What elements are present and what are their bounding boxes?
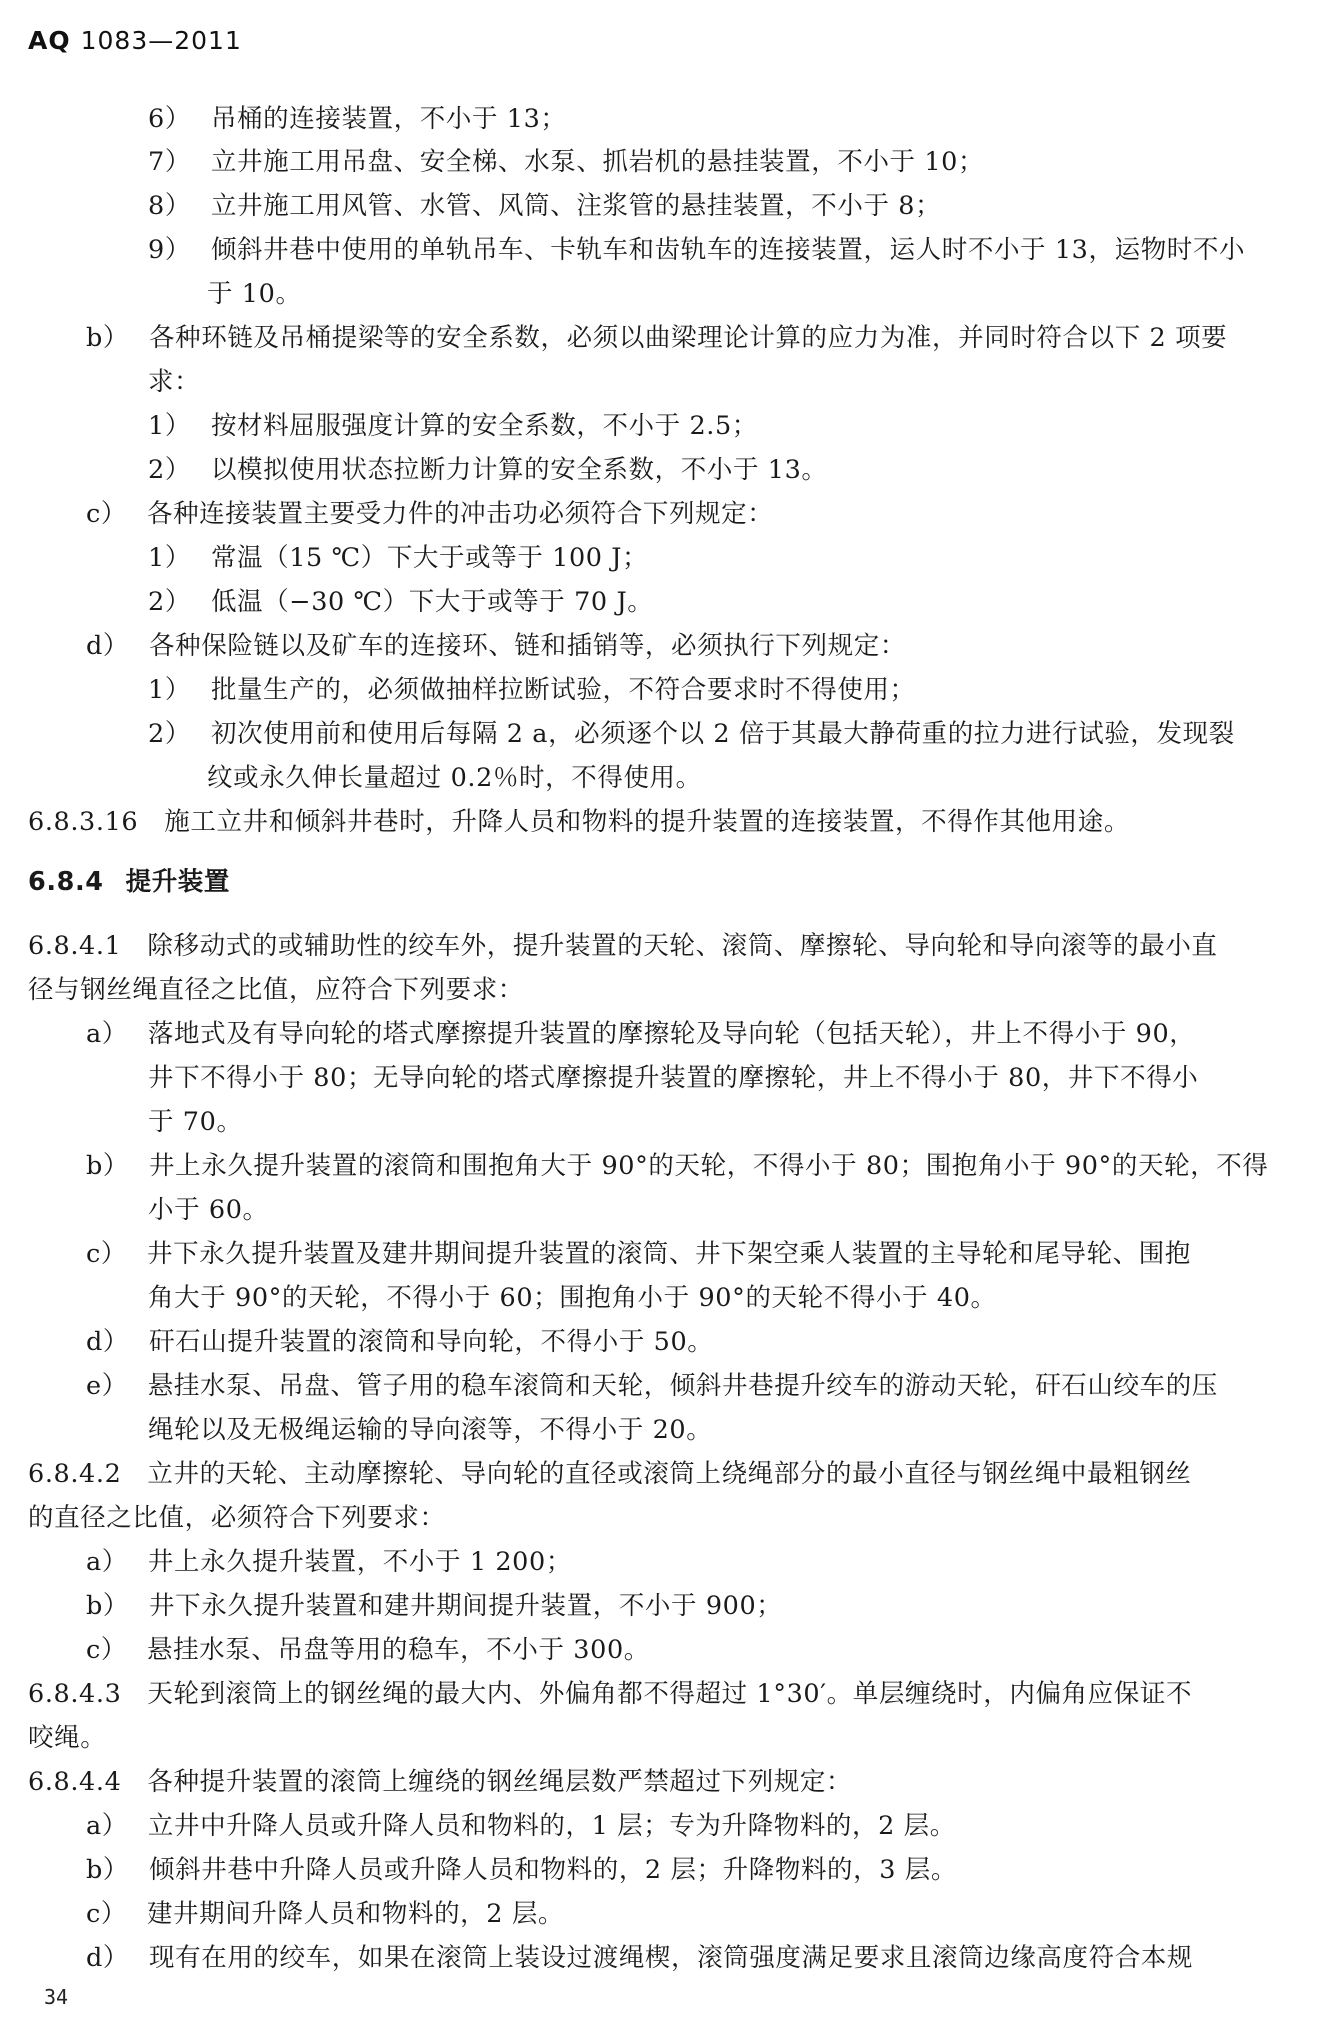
text-line bbox=[86, 1634, 650, 1666]
text-line bbox=[86, 498, 773, 530]
text-line bbox=[28, 974, 524, 1006]
text-line bbox=[148, 454, 828, 486]
text-line bbox=[86, 630, 906, 662]
clause-text: 施工立井和倾斜井巷时，升降人员和物料的提升装置的连接装置，不得作其他用途。 bbox=[164, 807, 1130, 837]
page-number: 34 bbox=[44, 1985, 69, 2009]
text-line bbox=[86, 1018, 1195, 1050]
clause-label: 8） bbox=[148, 191, 191, 221]
clause-text: 倾斜井巷中使用的单轨吊车、卡轨车和齿轨车的连接装置，运人时不小于 13，运物时不小 bbox=[210, 235, 1246, 265]
clause-text: 立井施工用吊盘、安全梯、水泵、抓岩机的悬挂装置，不小于 10； bbox=[210, 147, 985, 177]
clause-label: 1） bbox=[148, 411, 191, 441]
text-line bbox=[148, 190, 941, 222]
clause-label: c） bbox=[86, 1635, 127, 1665]
clause-label: d） bbox=[86, 1943, 130, 1973]
clause-text: 落地式及有导向轮的塔式摩擦提升装置的摩擦轮及导向轮（包括天轮），井上不得小于 90， bbox=[147, 1019, 1196, 1049]
clause-text: 悬挂水泵、吊盘、管子用的稳车滚筒和天轮，倾斜井巷提升绞车的游动天轮，矸石山绞车的压 bbox=[147, 1371, 1218, 1401]
text-line bbox=[148, 586, 653, 618]
text-line bbox=[28, 1722, 106, 1754]
text-line bbox=[148, 1414, 712, 1446]
text-line bbox=[28, 1766, 852, 1798]
text-line bbox=[148, 234, 1245, 266]
clause-label: b） bbox=[86, 1151, 130, 1181]
clause-text: 提升装置 bbox=[125, 867, 231, 897]
clause-label: 6.8.4.3 bbox=[28, 1679, 122, 1709]
clause-text: 于 70。 bbox=[148, 1107, 243, 1137]
text-line bbox=[28, 806, 1130, 838]
text-line bbox=[148, 1062, 1198, 1094]
clause-label: d） bbox=[86, 1327, 130, 1357]
clause-text: 求： bbox=[148, 367, 201, 397]
text-line bbox=[148, 1106, 243, 1138]
clause-label: 6.8.3.16 bbox=[28, 807, 139, 837]
clause-text: 矸石山提升装置的滚筒和导向轮，不得小于 50。 bbox=[149, 1327, 714, 1357]
clause-text: 井上永久提升装置的滚筒和围抱角大于 90°的天轮，不得小于 80；围抱角小于 90°的天轮，不得 bbox=[149, 1151, 1269, 1181]
clause-label: c） bbox=[86, 1239, 127, 1269]
clause-text: 小于 60。 bbox=[148, 1195, 269, 1225]
clause-label: e） bbox=[86, 1371, 128, 1401]
text-line bbox=[148, 410, 758, 442]
clause-text: 现有在用的绞车，如果在滚筒上装设过渡绳楔，滚筒强度满足要求且滚筒边缘高度符合本规 bbox=[149, 1943, 1194, 1973]
clause-text: 倾斜井巷中升降人员或升降人员和物料的，2 层；升降物料的，3 层。 bbox=[149, 1855, 957, 1885]
clause-text: 于 10。 bbox=[207, 279, 302, 309]
clause-text: 井下永久提升装置及建井期间提升装置的滚筒、井下架空乘人装置的主导轮和尾导轮、围抱 bbox=[146, 1239, 1191, 1269]
clause-label: 6） bbox=[148, 104, 191, 134]
clause-label: c） bbox=[86, 499, 127, 529]
clause-text: 纹或永久伸长量超过 0.2％时，不得使用。 bbox=[207, 763, 702, 793]
clause-label: 1） bbox=[148, 543, 191, 573]
text-line bbox=[86, 1150, 1269, 1182]
text-line bbox=[86, 1546, 572, 1578]
clause-text: 吊桶的连接装置，不小于 13； bbox=[210, 104, 567, 134]
text-line bbox=[148, 146, 984, 178]
text-line bbox=[207, 762, 702, 794]
clause-label: 7） bbox=[148, 147, 191, 177]
clause-label: 6.8.4.4 bbox=[28, 1767, 122, 1797]
clause-label: 9） bbox=[148, 235, 191, 265]
text-line bbox=[148, 718, 1235, 750]
clause-label: a） bbox=[86, 1811, 128, 1841]
text-line bbox=[86, 322, 1227, 354]
clause-text: 悬挂水泵、吊盘等用的稳车，不小于 300。 bbox=[146, 1635, 650, 1665]
clause-text: 咬绳。 bbox=[28, 1723, 107, 1753]
text-line bbox=[148, 103, 567, 135]
clause-label: 6.8.4.2 bbox=[28, 1459, 122, 1489]
clause-label: 6.8.4 bbox=[28, 867, 104, 897]
text-line bbox=[86, 1942, 1193, 1974]
text-line bbox=[148, 1282, 997, 1314]
text-line bbox=[207, 278, 302, 310]
clause-text: 立井的天轮、主动摩擦轮、导向轮的直径或滚筒上绕绳部分的最小直径与钢丝绳中最粗钢丝 bbox=[147, 1459, 1192, 1489]
clause-text: 径与钢丝绳直径之比值，应符合下列要求： bbox=[28, 975, 524, 1005]
text-line bbox=[148, 542, 648, 574]
clause-label: 6.8.4.1 bbox=[28, 931, 122, 961]
clause-text: 批量生产的，必须做抽样拉断试验，不符合要求时不得使用； bbox=[210, 675, 916, 705]
text-line bbox=[86, 1810, 956, 1842]
text-line bbox=[148, 366, 200, 398]
clause-text: 天轮到滚筒上的钢丝绳的最大内、外偏角都不得超过 1°30′。单层缠绕时，内偏角应保证不 bbox=[147, 1679, 1193, 1709]
text-line bbox=[86, 1590, 782, 1622]
text-line bbox=[86, 1854, 957, 1886]
text-line bbox=[86, 1370, 1218, 1402]
clause-text: 各种保险链以及矿车的连接环、链和插销等，必须执行下列规定： bbox=[149, 631, 906, 661]
text-line bbox=[86, 1898, 564, 1930]
clause-text: 常温（15 ℃）下大于或等于 100 J； bbox=[210, 543, 649, 573]
clause-text: 低温（−30 ℃）下大于或等于 70 J。 bbox=[210, 587, 654, 617]
text-line bbox=[86, 1326, 713, 1358]
text-line bbox=[28, 1458, 1191, 1490]
clause-text: 井下永久提升装置和建井期间提升装置，不小于 900； bbox=[149, 1591, 783, 1621]
clause-label: b） bbox=[86, 1855, 130, 1885]
text-line bbox=[148, 674, 916, 706]
clause-label: 2） bbox=[148, 587, 191, 617]
clause-text: 立井中升降人员或升降人员和物料的，1 层；专为升降物料的，2 层。 bbox=[147, 1811, 956, 1841]
standard-code: AQ bbox=[28, 26, 71, 55]
clause-label: c） bbox=[86, 1899, 127, 1929]
text-line bbox=[148, 1194, 269, 1226]
clause-label: 2） bbox=[148, 719, 191, 749]
clause-text: 立井施工用风管、水管、风筒、注浆管的悬挂装置，不小于 8； bbox=[210, 191, 942, 221]
clause-text: 各种提升装置的滚筒上缠绕的钢丝绳层数严禁超过下列规定： bbox=[147, 1767, 853, 1797]
clause-label: 1） bbox=[148, 675, 191, 705]
text-line bbox=[28, 1502, 446, 1534]
clause-text: 各种环链及吊桶提梁等的安全系数，必须以曲梁理论计算的应力为准，并同时符合以下 2 项要 bbox=[149, 323, 1228, 353]
standard-header bbox=[28, 26, 242, 55]
clause-text: 建井期间升降人员和物料的，2 层。 bbox=[146, 1899, 565, 1929]
clause-text: 以模拟使用状态拉断力计算的安全系数，不小于 13。 bbox=[210, 455, 828, 485]
clause-text: 除移动式的或辅助性的绞车外，提升装置的天轮、滚筒、摩擦轮、导向轮和导向滚等的最小直 bbox=[147, 931, 1218, 961]
clause-label: d） bbox=[86, 631, 130, 661]
clause-text: 井上永久提升装置，不小于 1 200； bbox=[147, 1547, 572, 1577]
clause-label: a） bbox=[86, 1547, 128, 1577]
clause-label: b） bbox=[86, 323, 130, 353]
text-line bbox=[28, 866, 230, 898]
clause-label: b） bbox=[86, 1591, 130, 1621]
clause-label: 2） bbox=[148, 455, 191, 485]
clause-text: 初次使用前和使用后每隔 2 a，必须逐个以 2 倍于其最大静荷重的拉力进行试验，发现裂 bbox=[210, 719, 1235, 749]
clause-text: 绳轮以及无极绳运输的导向滚等，不得小于 20。 bbox=[148, 1415, 713, 1445]
standard-number: 1083—2011 bbox=[80, 26, 242, 55]
clause-text: 角大于 90°的天轮，不得小于 60；围抱角小于 90°的天轮不得小于 40。 bbox=[148, 1283, 997, 1313]
text-line bbox=[28, 930, 1218, 962]
text-line bbox=[28, 1678, 1192, 1710]
clause-text: 井下不得小于 80；无导向轮的塔式摩擦提升装置的摩擦轮，井上不得小于 80，井下不得小 bbox=[148, 1063, 1199, 1093]
clause-label: a） bbox=[86, 1019, 128, 1049]
clause-text: 各种连接装置主要受力件的冲击功必须符合下列规定： bbox=[146, 499, 774, 529]
clause-text: 的直径之比值，必须符合下列要求： bbox=[28, 1503, 446, 1533]
text-line bbox=[86, 1238, 1191, 1270]
clause-text: 按材料屈服强度计算的安全系数，不小于 2.5； bbox=[210, 411, 758, 441]
